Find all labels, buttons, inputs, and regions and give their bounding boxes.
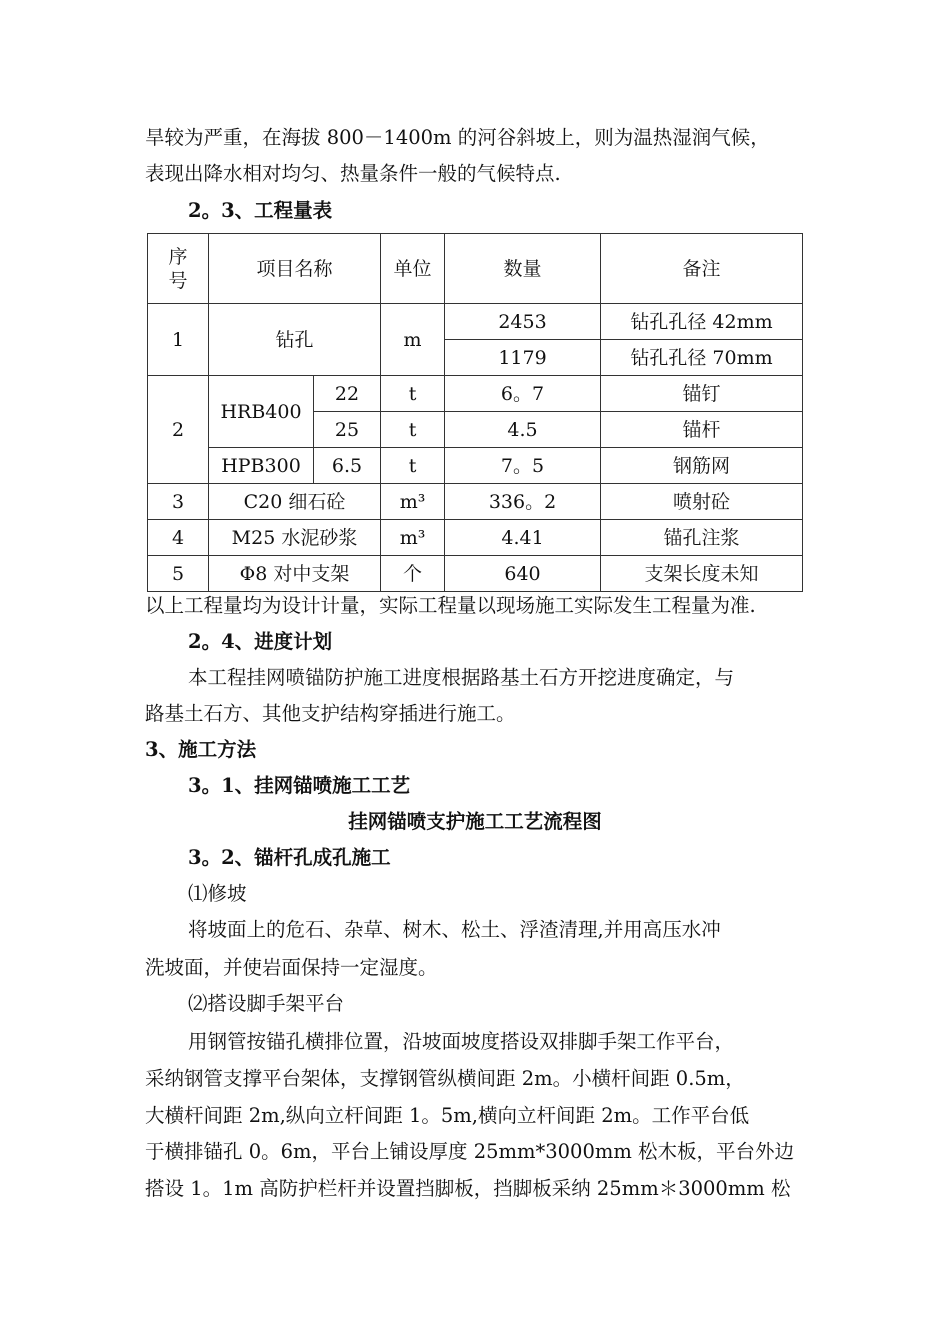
- section-heading: 3、施工方法: [145, 738, 257, 761]
- cell-seq: 3: [148, 484, 209, 520]
- table-note: 以上工程量均为设计计量，实际工程量以现场施工实际发生工程量为准.: [145, 594, 756, 617]
- cell-name: Φ8 对中支架: [209, 556, 381, 592]
- cell-seq: 2: [148, 376, 209, 484]
- cell-qty: 2453: [445, 304, 601, 340]
- cell-remark: 锚孔注浆: [601, 520, 803, 556]
- cell-spec: 22: [314, 376, 381, 412]
- cell-spec: 6.5: [314, 448, 381, 484]
- paragraph-line: 搭设 1。1m 高防护栏杆并设置挡脚板，挡脚板采纳 25mm＊3000mm 松: [145, 1177, 791, 1200]
- cell-qty: 640: [445, 556, 601, 592]
- cell-qty: 6。7: [445, 376, 601, 412]
- cell-remark: 钻孔孔径 70mm: [601, 340, 803, 376]
- table-row: [148, 556, 803, 592]
- item-title: ⑴修坡: [188, 882, 247, 905]
- cell-qty: 336。2: [445, 484, 601, 520]
- header-seq: 序 号: [148, 234, 209, 304]
- table-header-row: [148, 234, 803, 304]
- cell-remark: 支架长度未知: [601, 556, 803, 592]
- header-name: 项目名称: [209, 234, 381, 304]
- cell-qty: 4.41: [445, 520, 601, 556]
- cell-qty: 4.5: [445, 412, 601, 448]
- cell-remark: 锚杆: [601, 412, 803, 448]
- cell-name: M25 水泥砂浆: [209, 520, 381, 556]
- cell-unit: t: [381, 448, 445, 484]
- paragraph-line: 用钢管按锚孔横排位置，沿坡面坡度搭设双排脚手架工作平台，: [188, 1030, 735, 1053]
- paragraph-line: 路基土石方、其他支护结构穿插进行施工。: [145, 702, 516, 725]
- cell-seq: 4: [148, 520, 209, 556]
- cell-name: C20 细石砼: [209, 484, 381, 520]
- cell-unit: t: [381, 376, 445, 412]
- paragraph-line: 采纳钢管支撑平台架体，支撑钢管纵横间距 2m。小横杆间距 0.5m，: [145, 1067, 745, 1090]
- cell-remark: 钻孔孔径 42mm: [601, 304, 803, 340]
- header-remark: 备注: [601, 234, 803, 304]
- cell-unit: m: [381, 304, 445, 376]
- cell-spec: 25: [314, 412, 381, 448]
- paragraph-line: 洗坡面，并使岩面保持一定湿度。: [145, 956, 438, 979]
- cell-seq: 1: [148, 304, 209, 376]
- cell-unit: m³: [381, 520, 445, 556]
- table-row: [148, 304, 803, 340]
- cell-grade: HPB300: [209, 448, 314, 484]
- quantity-table: [147, 233, 803, 592]
- table-row: [148, 376, 803, 412]
- table-row: [148, 520, 803, 556]
- paragraph-line: 大横杆间距 2m,纵向立杆间距 1。5m,横向立杆间距 2m。工作平台低: [145, 1104, 750, 1127]
- cell-unit: 个: [381, 556, 445, 592]
- section-heading: 2。4、进度计划: [188, 630, 333, 653]
- section-heading: 2。3、工程量表: [188, 199, 333, 222]
- paragraph-line: 于横排锚孔 0。6m，平台上铺设厚度 25mm*3000mm 松木板，平台外边: [145, 1140, 795, 1163]
- cell-remark: 钢筋网: [601, 448, 803, 484]
- section-heading: 3。2、锚杆孔成孔施工: [188, 846, 391, 869]
- table-row: [148, 484, 803, 520]
- paragraph-line: 将坡面上的危石、杂草、树木、松土、浮渣清理,并用高压水冲: [188, 918, 721, 941]
- cell-name: 钻孔: [209, 304, 381, 376]
- cell-remark: 锚钉: [601, 376, 803, 412]
- cell-seq: 5: [148, 556, 209, 592]
- header-unit: 单位: [381, 234, 445, 304]
- cell-remark: 喷射砼: [601, 484, 803, 520]
- table-row: [148, 448, 803, 484]
- paragraph-line: 本工程挂网喷锚防护施工进度根据路基土石方开挖进度确定，与: [188, 666, 735, 689]
- figure-title: 挂网锚喷支护施工工艺流程图: [348, 810, 602, 833]
- cell-qty: 1179: [445, 340, 601, 376]
- section-heading: 3。1、挂网锚喷施工工艺: [188, 774, 411, 797]
- paragraph-line: 表现出降水相对均匀、热量条件一般的气候特点.: [145, 162, 561, 185]
- paragraph-line: 旱较为严重，在海拔 800－1400m 的河谷斜坡上，则为温热湿润气候，: [145, 126, 770, 149]
- cell-unit: m³: [381, 484, 445, 520]
- cell-qty: 7。5: [445, 448, 601, 484]
- cell-unit: t: [381, 412, 445, 448]
- header-qty: 数量: [445, 234, 601, 304]
- cell-grade: HRB400: [209, 376, 314, 448]
- item-title: ⑵搭设脚手架平台: [188, 992, 345, 1015]
